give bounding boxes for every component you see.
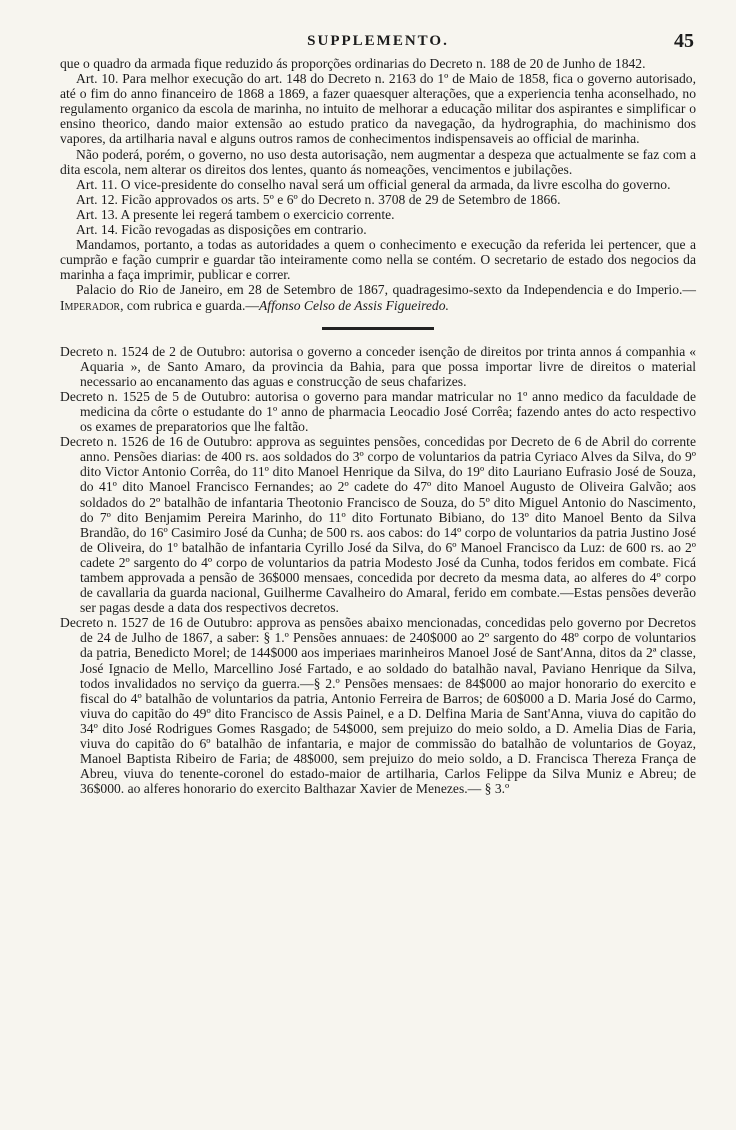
paragraph: Art. 14. Ficão revogadas as disposições em contrario. (76, 222, 367, 238)
paragraph: Não poderá, porém, o governo, no uso desta autorisação, nem augmentar a despeza que actualmente se faz com a dita escola, nem alterar os direitos dos lentes, quanto ás nomeações, vencimentos e jubilações. (60, 146, 696, 177)
decree-entry: Decreto n. 1526 de 16 de Outubro: approva as seguintes pensões, concedidas por Decreto de 6 de Abril do corrente anno. Pensões diarias: de 400 rs. aos soldados do 3º corpo de voluntarios da patria Cyriaco Alves da Silva, do 9º dito Victor Antonio Corrêa, do 11º dito Manoel Henrique da Silva, do 19º dito Lauriano Eufrasio José de Souza, do 41º dito Manoel Francisco Fernandes; ao 2º cadete do 47º dito Manoel Augusto de Oliveira Galvão; aos soldados do 2º batalhão de infantaria Theotonio Francisco de Souza, do 5º dito Miguel Antonio do Nascimento, do 7º dito Benjamim Pereira Marinho, do 11º dito Fortunato Bibiano, do 13º dito Manoel Bento da Silva Brandão, do 16º Casimiro José da Cunha; de 500 rs. aos cabos: do 14º corpo de voluntarios da patria Justino José de Oliveira, do 1º batalhão de infantaria Cyrillo José da Silva, do 6º Manoel Francisco da Luz: de 600 rs. ao 2º cadete 2º sargento do 4º corpo de voluntarios da patria Modesto José da Cunha, todos feridos em combate. Ficá tambem approvada a pensão de 36$000 mensaes, concedida por decreto da mesma data, ao alferes do 4º corpo de cavallaria da guarda nacional, Guilherme Cavalheiro do Amaral, ferido em combate.—Estas pensões deverão ser pagas desde a data dos respectivos decretos. (60, 434, 696, 616)
closing-paragraph (60, 282, 696, 312)
paragraph: Art. 12. Ficão approvados os arts. 5º e 6º do Decreto n. 3708 de 29 de Setembro de 1866. (76, 191, 561, 207)
paragraph: Art. 13. A presente lei regerá tambem o exercicio corrente. (76, 206, 395, 222)
closing-text: Palacio do Rio de Janeiro, em 28 de Setembro de 1867, quadragesimo-sexto da Independencia e do Imperio.— (76, 282, 696, 298)
paragraph: que o quadro da armada fique reduzido ás proporções ordinarias do Decreto n. 188 de 20 de Junho de 1842. (60, 56, 646, 71)
closing-text-2: , com rubrica e guarda.— (120, 297, 259, 313)
decree-list (60, 344, 696, 797)
paragraph: Mandamos, portanto, a todas as autoridades a quem o conhecimento e execução da referida lei pertencer, que a cumprão e fação cumprir e guardar tão inteiramente como nella se contém. O secretario de estado dos negocios da marinha a faça imprimir, publicar e correr. (60, 237, 696, 283)
running-title: SUPPLEMENTO. (307, 33, 449, 49)
section-divider (322, 327, 434, 330)
paragraph: Art. 11. O vice-presidente do conselho naval será um official general da armada, da livre escolha do governo. (76, 176, 671, 192)
page-header (60, 26, 696, 56)
page-number: 45 (674, 30, 694, 52)
paragraph: Art. 10. Para melhor execução do art. 148 do Decreto n. 2163 do 1º de Maio de 1858, fica o governo autorisado, até o fim do anno financeiro de 1868 a 1869, a fazer quaesquer alterações, que a experiencia tenha aconselhado, no regulamento organico da escola de marinha, no intuito de melhorar a educação militar dos aspirantes e simplificar o ensino theorico, dando maior extensão ao estudo pratico da navegação, da hydrographia, do machinismo dos vapores, da artilharia naval e alguns outros ramos de conhecimentos indispensaveis ao official de marinha. (60, 71, 696, 147)
emperor-name: Imperador (60, 297, 121, 313)
decree-entry: Decreto n. 1525 de 5 de Outubro: autorisa o governo para mandar matricular no 1º anno medico da faculdade de medicina da côrte o estudante do 1º anno de pharmacia Leocadio José Corrêa; fazendo antes do acto respectivo os exames de preparatorios que lhe faltão. (60, 388, 696, 435)
signature: Affonso Celso de Assis Figueiredo. (259, 297, 449, 313)
decree-entry: Decreto n. 1527 de 16 de Outubro: approva as pensões abaixo mencionadas, concedidas pelo governo por Decretos de 24 de Julho de 1867, a saber: § 1.º Pensões annuaes: de 240$000 ao 2º sargento do 48º corpo de voluntarios da patria, Benedicto Morel; de 144$000 aos imperiaes marinheiros Manoel José de Sant'Anna, ditos da 2ª classe, José Ignacio de Mello, Marcellino José Fartado, e ao soldado do batalhão naval, Paviano Henrique da Silva, todos invalidados no serviço da guerra.—§ 2.º Pensões mensaes: de 84$000 ao major honorario do exercito e fiscal do 4º batalhão de voluntarios da patria, Antonio Ferreira de Barros; de 60$000 a D. Maria José do Carmo, viuva do capitão do 49º dito Francisco de Assis Painel, e a D. Delfina Maria de Sant'Anna, viuva do capitão do 34º dito José Rodrigues Gomes Rasgado; de 54$000, sem prejuizo do meio soldo, a D. Amelia Dias de Faria, viuva do capitão do 6º batalhão de infantaria, e major de commissão do batalhão de voluntarios de Goyaz, Manoel Baptista Ribeiro de Faria; de 48$000, sem prejuizo do meio soldo, a D. Francisca Thereza França de Abreu, viuva do tenente-coronel do estado-maior de artilharia, Carlos Felippe da Silva Muniz e Abreu; de 36$000. ao alferes honorario do exercito Balthazar Xavier de Menezes.— § 3.º (60, 615, 696, 797)
decree-entry: Decreto n. 1524 de 2 de Outubro: autorisa o governo a conceder isenção de direitos por trinta annos á companhia « Aquaria », de Santo Amaro, da provincia da Bahia, para que possa importar livre de direitos o material necessario ao encanamento das aguas e construcção de seus chafarizes. (60, 343, 696, 389)
law-text (60, 56, 696, 313)
